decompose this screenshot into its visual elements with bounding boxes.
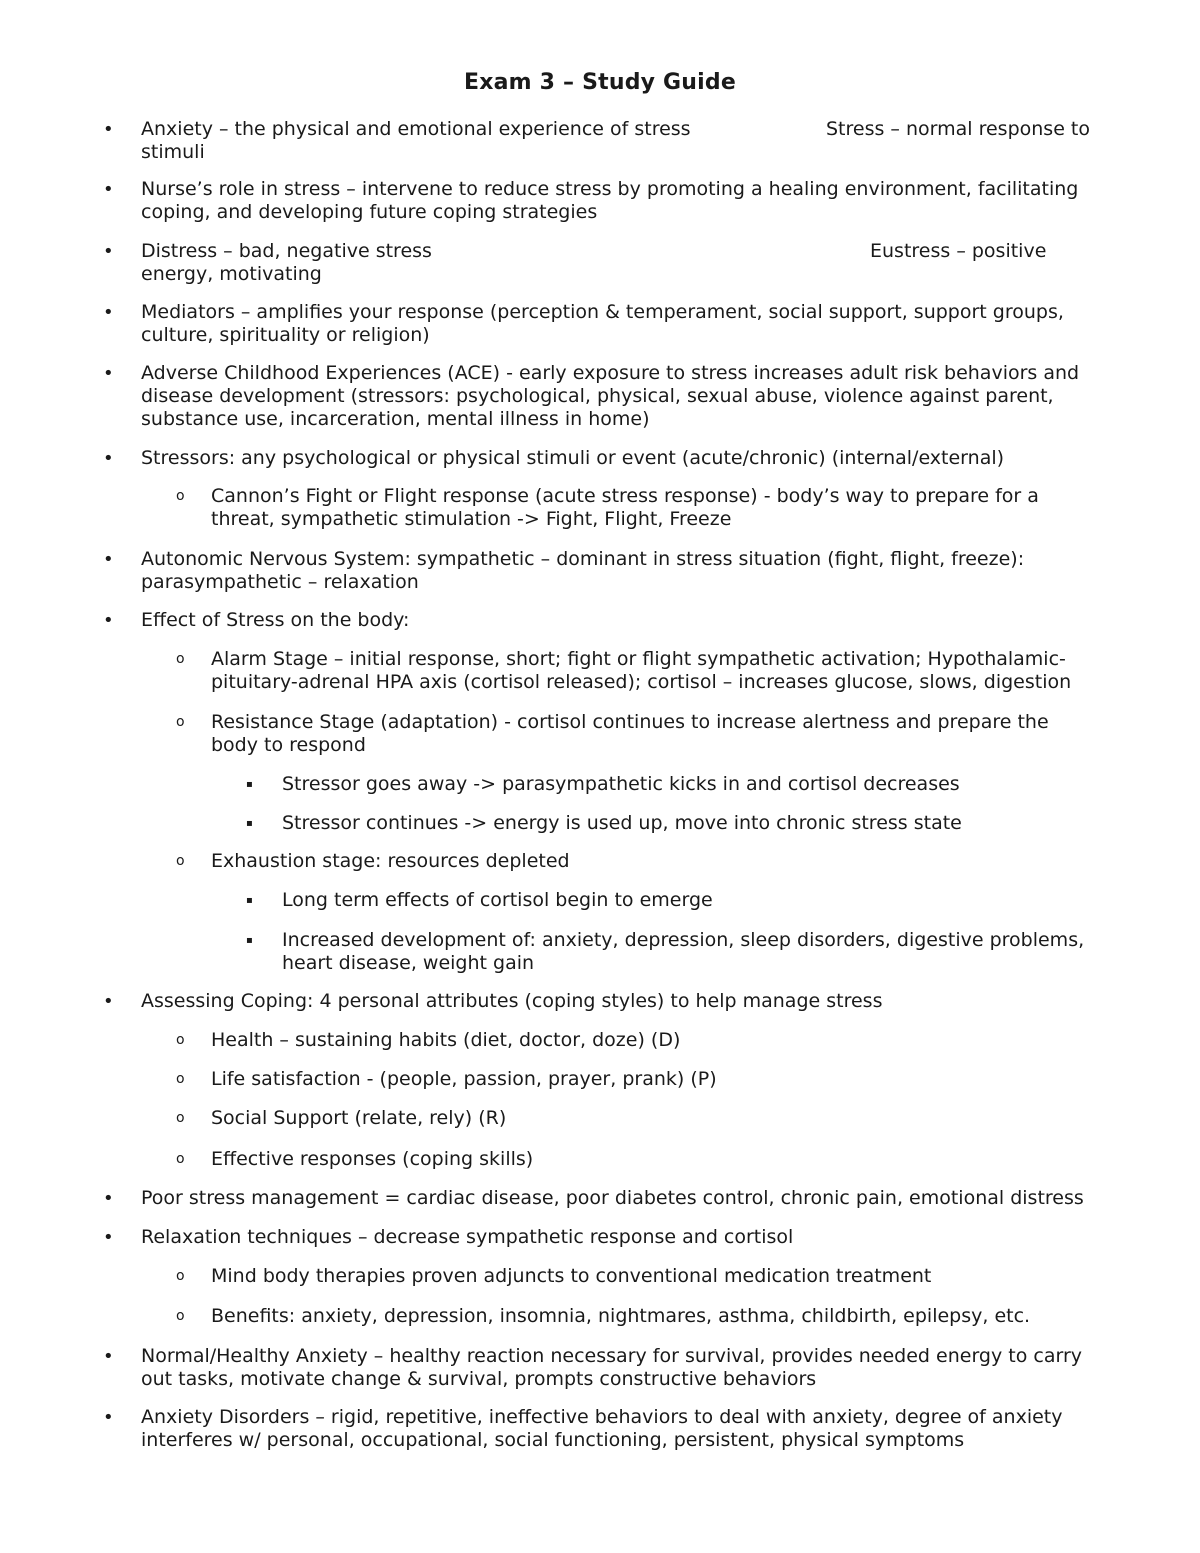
- bullet-icon: o: [176, 853, 185, 869]
- list-item-text: Nurse’s role in stress – intervene to reduce stress by promoting a healing environment, facilitating: [141, 178, 1079, 200]
- list-item-text: out tasks, motivate change & survival, prompts constructive behaviors: [141, 1368, 817, 1390]
- list-item-right-text: Eustress – positive: [870, 240, 1047, 262]
- bullet-icon: •: [103, 1407, 114, 1428]
- bullet-icon: o: [176, 1308, 185, 1324]
- list-item-text: Benefits: anxiety, depression, insomnia, nightmares, asthma, childbirth, epilepsy, etc.: [211, 1305, 1031, 1327]
- bullet-icon: •: [103, 179, 114, 200]
- bullet-icon: •: [103, 363, 114, 384]
- list-item-text: Life satisfaction - (people, passion, prayer, prank) (P): [211, 1068, 717, 1090]
- list-item-text: Adverse Childhood Experiences (ACE) - early exposure to stress increases adult risk behaviors and: [141, 362, 1080, 384]
- bullet-icon: o: [176, 651, 185, 667]
- list-item-text: Increased development of: anxiety, depression, sleep disorders, digestive problems,: [282, 929, 1085, 951]
- bullet-icon: •: [103, 119, 114, 140]
- bullet-icon: •: [103, 1346, 114, 1367]
- list-item-text: Mediators – amplifies your response (perception & temperament, social support, support groups,: [141, 301, 1064, 323]
- bullet-icon: •: [103, 610, 114, 631]
- list-item-text: coping, and developing future coping strategies: [141, 201, 598, 223]
- list-item-text: Cannon’s Fight or Flight response (acute stress response) - body’s way to prepare for a: [211, 485, 1039, 507]
- bullet-icon: ▪: [246, 895, 253, 906]
- list-item-text: parasympathetic – relaxation: [141, 571, 419, 593]
- list-item-text: Long term effects of cortisol begin to emerge: [282, 889, 713, 911]
- bullet-icon: o: [176, 1032, 185, 1048]
- bullet-icon: o: [176, 714, 185, 730]
- list-item-text: Poor stress management = cardiac disease, poor diabetes control, chronic pain, emotional distress: [141, 1187, 1084, 1209]
- list-item-text: Stressor continues -> energy is used up, move into chronic stress state: [282, 812, 962, 834]
- list-item-text: pituitary-adrenal HPA axis (cortisol released); cortisol – increases glucose, slows, digestion: [211, 671, 1072, 693]
- page-title: Exam 3 – Study Guide: [464, 70, 736, 95]
- bullet-icon: o: [176, 1268, 185, 1284]
- list-item-text: Autonomic Nervous System: sympathetic – dominant in stress situation (fight, flight, freeze):: [141, 548, 1025, 570]
- list-item-text: Effective responses (coping skills): [211, 1148, 534, 1170]
- list-item-text: Normal/Healthy Anxiety – healthy reaction necessary for survival, provides needed energy to carry: [141, 1345, 1083, 1367]
- bullet-icon: •: [103, 302, 114, 323]
- list-item-text: Assessing Coping: 4 personal attributes (coping styles) to help manage stress: [141, 990, 883, 1012]
- list-item-text: Alarm Stage – initial response, short; fight or flight sympathetic activation; Hypothalamic-: [211, 648, 1066, 670]
- list-item-text: Health – sustaining habits (diet, doctor, doze) (D): [211, 1029, 681, 1051]
- list-item-text: disease development (stressors: psychological, physical, sexual abuse, violence against parent,: [141, 385, 1054, 407]
- list-item-text: Effect of Stress on the body:: [141, 609, 410, 631]
- bullet-icon: •: [103, 448, 114, 469]
- list-item-text: Social Support (relate, rely) (R): [211, 1107, 507, 1129]
- list-item-text: interferes w/ personal, occupational, social functioning, persistent, physical symptoms: [141, 1429, 965, 1451]
- list-item-text: threat, sympathetic stimulation -> Fight, Flight, Freeze: [211, 508, 732, 530]
- list-item-text: Relaxation techniques – decrease sympathetic response and cortisol: [141, 1226, 794, 1248]
- list-item-text: Distress – bad, negative stress: [141, 240, 432, 262]
- bullet-icon: o: [176, 1110, 185, 1126]
- bullet-icon: o: [176, 488, 185, 504]
- list-item-text: Anxiety – the physical and emotional experience of stress: [141, 118, 691, 140]
- list-item-text: Stressor goes away -> parasympathetic kicks in and cortisol decreases: [282, 773, 960, 795]
- list-item-text: energy, motivating: [141, 263, 322, 285]
- bullet-icon: •: [103, 1188, 114, 1209]
- bullet-icon: ▪: [246, 818, 253, 829]
- list-item-text: heart disease, weight gain: [282, 952, 535, 974]
- bullet-icon: •: [103, 1227, 114, 1248]
- bullet-icon: o: [176, 1071, 185, 1087]
- list-item-text: Mind body therapies proven adjuncts to conventional medication treatment: [211, 1265, 932, 1287]
- list-item-text: Anxiety Disorders – rigid, repetitive, ineffective behaviors to deal with anxiety, degree of anxiety: [141, 1406, 1063, 1428]
- list-item-text: Exhaustion stage: resources depleted: [211, 850, 570, 872]
- bullet-icon: ▪: [246, 935, 253, 946]
- list-item-text: stimuli: [141, 141, 205, 163]
- list-item-right-text: Stress – normal response to: [826, 118, 1090, 140]
- bullet-icon: o: [176, 1151, 185, 1167]
- list-item-text: Stressors: any psychological or physical stimuli or event (acute/chronic) (internal/external): [141, 447, 1005, 469]
- list-item-text: Resistance Stage (adaptation) - cortisol continues to increase alertness and prepare the: [211, 711, 1049, 733]
- bullet-icon: •: [103, 991, 114, 1012]
- list-item-text: culture, spirituality or religion): [141, 324, 430, 346]
- bullet-icon: ▪: [246, 779, 253, 790]
- bullet-icon: •: [103, 241, 114, 262]
- list-item-text: substance use, incarceration, mental illness in home): [141, 408, 650, 430]
- list-item-text: body to respond: [211, 734, 366, 756]
- bullet-icon: •: [103, 549, 114, 570]
